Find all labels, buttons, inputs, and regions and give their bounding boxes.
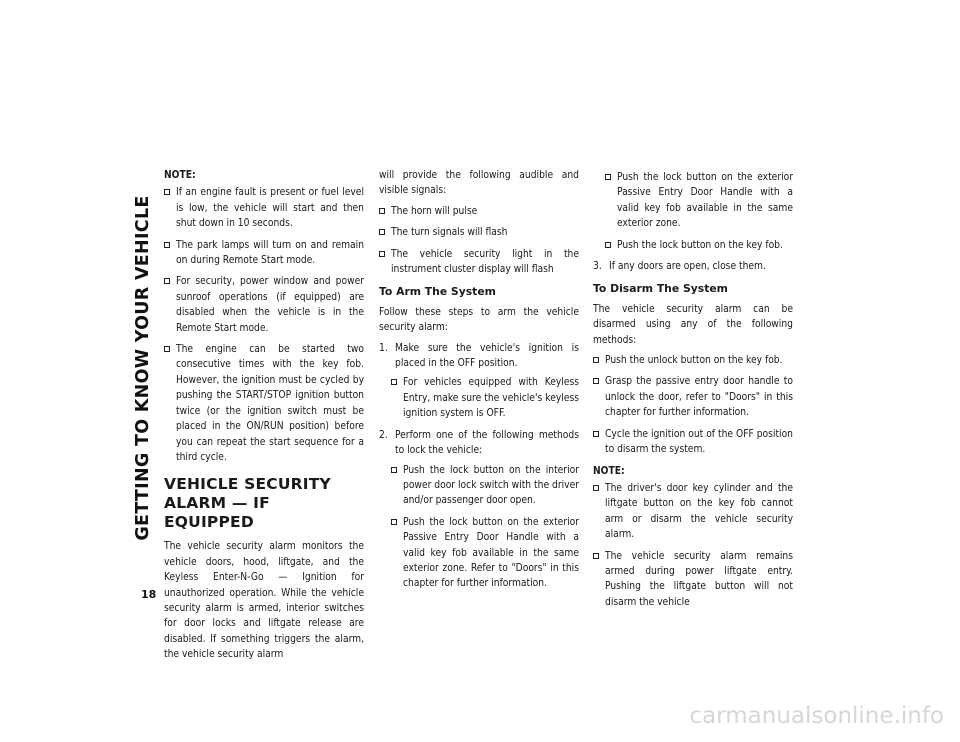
list-item: The vehicle security alarm remains armed during power liftgate entry. Pushing the liftgate button will not disarm the vehicle (593, 549, 793, 611)
checkbox-bullet-icon (391, 467, 397, 473)
list-item: Cycle the ignition out of the OFF position to disarm the system. (593, 427, 793, 458)
sub-item: Push the lock button on the interior power door lock switch with the driver and/or passenger door open. (391, 463, 579, 509)
paragraph-continued: will provide the following audible and visible signals: (379, 170, 579, 197)
checkbox-bullet-icon (379, 251, 385, 257)
step-3: 3. If any doors are open, close them. (593, 261, 766, 273)
list-item: The park lamps will turn on and remain on during Remote Start mode. (164, 238, 364, 269)
note-label: NOTE: (593, 465, 625, 477)
page-number: 18 (141, 588, 157, 601)
subheading-arm: To Arm The System (379, 285, 496, 299)
checkbox-bullet-icon (593, 485, 599, 491)
column-3 (593, 168, 793, 616)
chapter-side-tab (128, 168, 158, 568)
checkbox-bullet-icon (379, 208, 385, 214)
checkbox-bullet-icon (593, 378, 599, 384)
step-2: 2. Perform one of the following methods to lock the vehicle: (379, 429, 579, 457)
list-item: Push the unlock button on the key fob. (593, 353, 793, 368)
checkbox-bullet-icon (391, 379, 397, 385)
section-heading: VEHICLE SECURITY ALARM — IF EQUIPPED (164, 475, 331, 532)
checkbox-bullet-icon (164, 346, 170, 352)
section-paragraph: The vehicle security alarm monitors the vehicle doors, hood, liftgate, and the Keyless Enter-N-Go — Ignition for unauthorized operation. While the vehicle security alarm is armed, interior switches for door locks and liftgate release are disabled. If something triggers the alarm, the vehicle security alarm (164, 541, 364, 661)
checkbox-bullet-icon (605, 174, 611, 180)
checkbox-bullet-icon (593, 357, 599, 363)
column-2 (379, 168, 579, 598)
list-item: The engine can be started two consecutive times with the key fob. However, the ignition must be cycled by pushing the START/STOP ignition button twice (or the ignition switch must be placed in the ON/RUN position) before you can repeat the start sequence for a third cycle. (164, 342, 364, 465)
sub-item: Push the lock button on the key fob. (605, 238, 793, 253)
sub-item: Push the lock button on the exterior Passive Entry Door Handle with a valid key fob available in the same exterior zone. (605, 170, 793, 232)
checkbox-bullet-icon (164, 189, 170, 195)
list-item: For security, power window and power sunroof operations (if equipped) are disabled when the vehicle is in the Remote Start mode. (164, 274, 364, 336)
list-item: Grasp the passive entry door handle to unlock the door, refer to "Doors" in this chapter for further information. (593, 374, 793, 420)
disarm-intro: The vehicle security alarm can be disarmed using any of the following methods: (593, 303, 793, 346)
checkbox-bullet-icon (391, 519, 397, 525)
checkbox-bullet-icon (593, 553, 599, 559)
chapter-title: GETTING TO KNOW YOUR VEHICLE (133, 195, 153, 541)
checkbox-bullet-icon (164, 278, 170, 284)
subheading-disarm: To Disarm The System (593, 282, 728, 296)
list-item: If an engine fault is present or fuel level is low, the vehicle will start and then shut down in 10 seconds. (164, 185, 364, 231)
checkbox-bullet-icon (164, 242, 170, 248)
arm-intro: Follow these steps to arm the vehicle security alarm: (379, 306, 579, 334)
list-item: The horn will pulse (379, 204, 579, 219)
watermark: carmanualsonline.info (689, 703, 944, 729)
note-label: NOTE: (164, 170, 196, 181)
checkbox-bullet-icon (379, 229, 385, 235)
column-1 (164, 168, 364, 668)
checkbox-bullet-icon (605, 242, 611, 248)
list-item: The turn signals will flash (379, 225, 579, 240)
list-item: The driver's door key cylinder and the liftgate button on the key fob cannot arm or disarm the vehicle security alarm. (593, 481, 793, 543)
checkbox-bullet-icon (593, 431, 599, 437)
sub-item: For vehicles equipped with Keyless Entry, make sure the vehicle's keyless ignition system is OFF. (391, 375, 579, 421)
step-1: 1. Make sure the vehicle's ignition is placed in the OFF position. (379, 342, 579, 370)
sub-item: Push the lock button on the exterior Passive Entry Door Handle with a valid key fob available in the same exterior zone. Refer to "Doors" in this chapter for further information. (391, 515, 579, 592)
list-item: The vehicle security light in the instrument cluster display will flash (379, 247, 579, 278)
